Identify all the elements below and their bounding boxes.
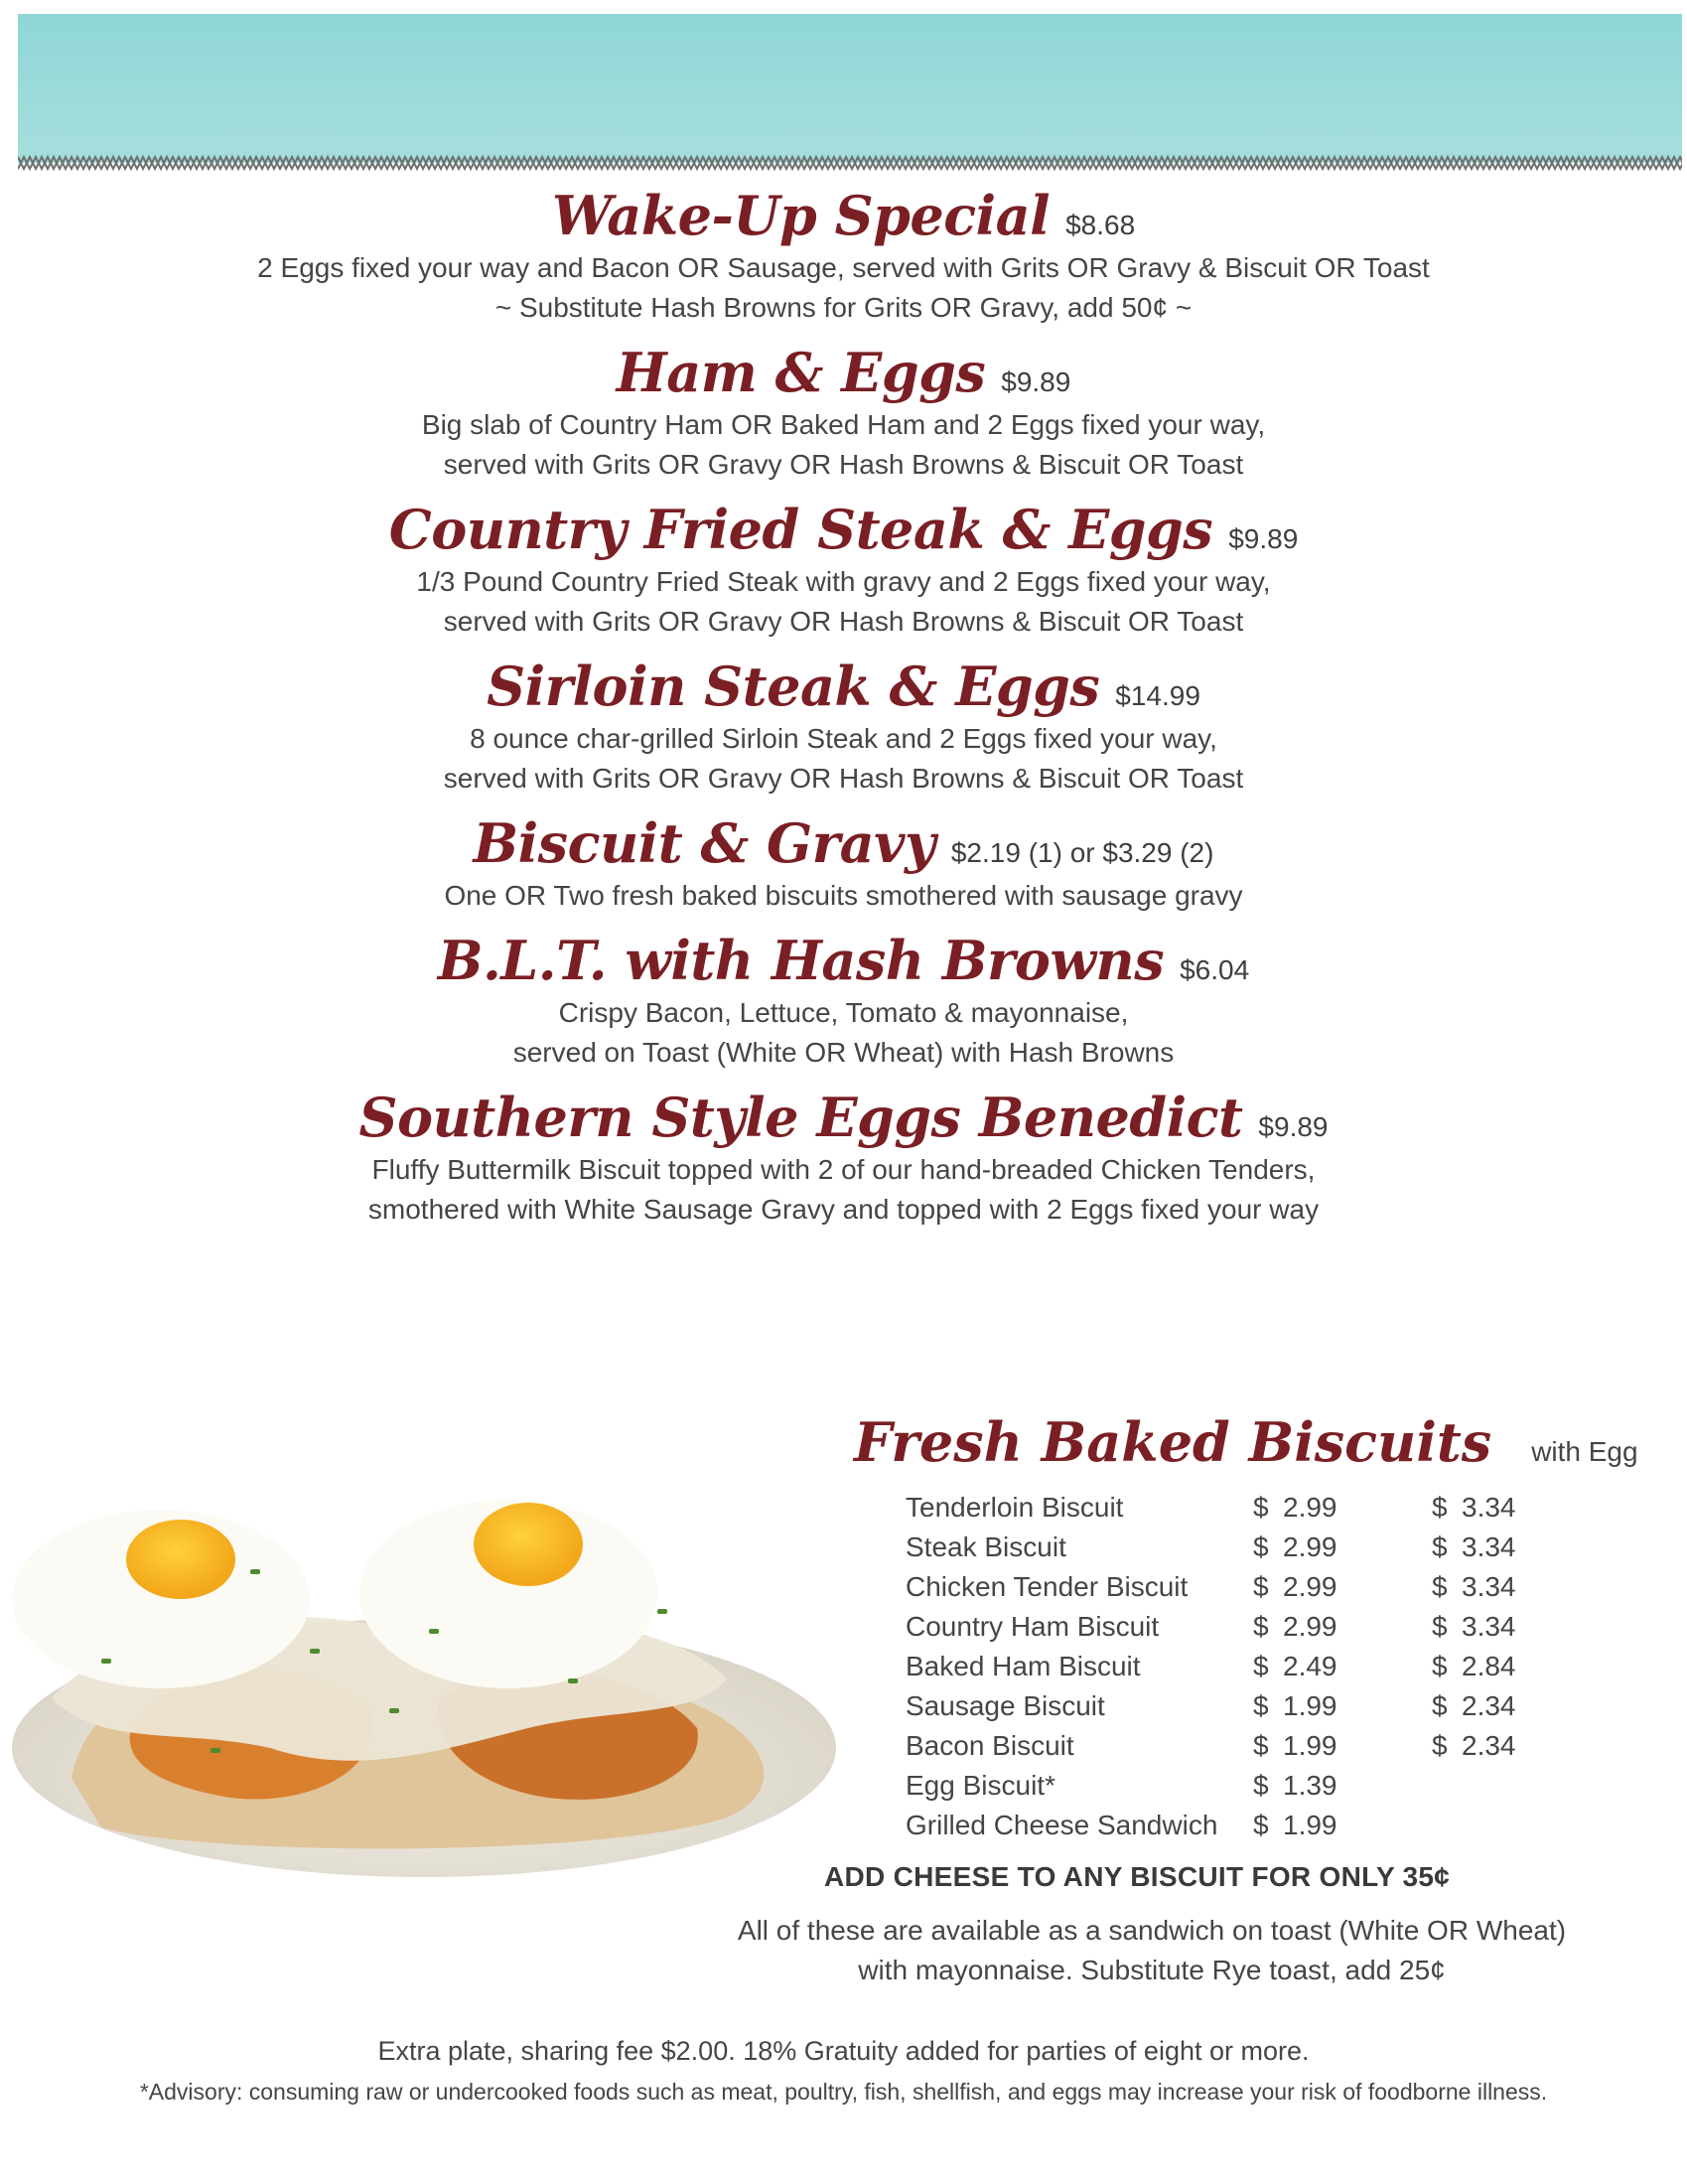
menu-item <box>0 184 1687 328</box>
food-photo <box>12 1450 836 1877</box>
zigzag-border <box>18 149 1682 177</box>
biscuit-egg-price: 2.34 <box>1462 1730 1516 1761</box>
biscuit-price: 1.99 <box>1283 1690 1337 1721</box>
biscuit-egg-price <box>1462 1766 1611 1806</box>
menu-item <box>0 1086 1687 1230</box>
item-title: B.L.T. with Hash Browns <box>437 929 1165 992</box>
item-desc-line: Fluffy Buttermilk Biscuit topped with 2 of our hand-breaded Chicken Tenders, <box>371 1154 1316 1185</box>
biscuit-egg-price: 2.34 <box>1462 1690 1516 1721</box>
currency-symbol: $ <box>1253 1611 1269 1642</box>
item-desc-line: served with Grits OR Gravy OR Hash Browns & Biscuit OR Toast <box>443 449 1244 480</box>
biscuit-price: 2.99 <box>1283 1571 1337 1602</box>
biscuit-egg-price <box>1462 1806 1611 1845</box>
item-desc-line: smothered with White Sausage Gravy and topped with 2 Eggs fixed your way <box>367 1194 1320 1225</box>
item-desc-line: One OR Two fresh baked biscuits smothered with sausage gravy <box>444 880 1243 911</box>
item-price: $8.68 <box>1065 210 1136 240</box>
currency-symbol: $ <box>1253 1770 1269 1801</box>
biscuit-price: 1.39 <box>1283 1770 1337 1801</box>
biscuit-egg-price: 2.84 <box>1462 1651 1516 1681</box>
menu-item <box>0 929 1687 1073</box>
with-egg-label: with Egg <box>1531 1436 1638 1467</box>
item-desc-line: 2 Eggs fixed your way and Bacon OR Sausage, served with Grits OR Gravy & Biscuit OR Toast <box>257 252 1430 283</box>
currency-symbol: $ <box>1432 1611 1448 1642</box>
item-price: $9.89 <box>1001 366 1071 397</box>
currency-symbol: $ <box>1253 1571 1269 1602</box>
biscuit-name: Grilled Cheese Sandwich <box>906 1810 1218 1840</box>
item-price: $14.99 <box>1115 680 1200 711</box>
biscuit-name: Bacon Biscuit <box>906 1730 1074 1761</box>
biscuit-row <box>906 1567 1611 1607</box>
currency-symbol: $ <box>1253 1690 1269 1721</box>
item-title: Sirloin Steak & Eggs <box>487 655 1100 718</box>
biscuit-name: Country Ham Biscuit <box>906 1611 1160 1642</box>
item-price: $9.89 <box>1228 523 1299 554</box>
menu-item <box>0 498 1687 642</box>
biscuit-row <box>906 1726 1611 1766</box>
currency-symbol: $ <box>1432 1651 1448 1681</box>
sharing-fee-note: Extra plate, sharing fee $2.00. 18% Gratuity added for parties of eight or more. <box>377 2036 1310 2066</box>
currency-symbol <box>1432 1766 1462 1806</box>
biscuit-row <box>906 1528 1611 1567</box>
biscuit-row <box>906 1647 1611 1686</box>
biscuit-price: 2.49 <box>1283 1651 1337 1681</box>
item-desc-line: served on Toast (White OR Wheat) with Hash Browns <box>512 1037 1175 1068</box>
currency-symbol <box>1432 1806 1462 1845</box>
biscuit-name: Egg Biscuit* <box>906 1770 1055 1801</box>
item-desc-line: 1/3 Pound Country Fried Steak with gravy and 2 Eggs fixed your way, <box>416 566 1271 597</box>
biscuit-row <box>906 1806 1611 1845</box>
biscuit-name: Steak Biscuit <box>906 1531 1066 1562</box>
item-desc-line: 8 ounce char-grilled Sirloin Steak and 2 Eggs fixed your way, <box>470 723 1217 754</box>
biscuit-price: 2.99 <box>1283 1531 1337 1562</box>
biscuit-egg-price: 3.34 <box>1462 1492 1516 1523</box>
biscuit-egg-price: 3.34 <box>1462 1571 1516 1602</box>
item-desc-line: ~ Substitute Hash Browns for Grits OR Gravy, add 50¢ ~ <box>494 292 1193 323</box>
biscuit-name: Chicken Tender Biscuit <box>906 1571 1189 1602</box>
menu-item <box>0 655 1687 799</box>
currency-symbol: $ <box>1432 1492 1448 1523</box>
currency-symbol: $ <box>1432 1690 1448 1721</box>
currency-symbol: $ <box>1253 1730 1269 1761</box>
biscuit-row <box>906 1686 1611 1726</box>
item-desc-line: Big slab of Country Ham OR Baked Ham and 2 Eggs fixed your way, <box>421 409 1266 440</box>
menu-item <box>0 341 1687 485</box>
item-price: $9.89 <box>1258 1111 1329 1142</box>
biscuit-row <box>906 1488 1611 1528</box>
item-title: Wake-Up Special <box>551 184 1051 247</box>
item-title: Ham & Eggs <box>616 341 986 404</box>
biscuit-egg-price: 3.34 <box>1462 1531 1516 1562</box>
item-desc-line: Crispy Bacon, Lettuce, Tomato & mayonnaise, <box>558 997 1129 1028</box>
currency-symbol: $ <box>1432 1571 1448 1602</box>
item-price: $6.04 <box>1180 954 1250 985</box>
biscuit-price: 2.99 <box>1283 1611 1337 1642</box>
header-banner <box>18 14 1682 163</box>
sandwich-note-line: All of these are available as a sandwich on toast (White OR Wheat) <box>737 1915 1567 1946</box>
biscuits-section <box>854 1410 1648 1845</box>
biscuit-price: 1.99 <box>1283 1810 1337 1840</box>
item-title: Southern Style Eggs Benedict <box>358 1086 1243 1149</box>
currency-symbol: $ <box>1253 1810 1269 1840</box>
biscuit-row <box>906 1607 1611 1647</box>
item-price: $2.19 (1) or $3.29 (2) <box>950 837 1214 868</box>
item-desc-line: served with Grits OR Gravy OR Hash Browns & Biscuit OR Toast <box>443 606 1244 637</box>
item-desc-line: served with Grits OR Gravy OR Hash Browns & Biscuit OR Toast <box>443 763 1244 794</box>
add-cheese-note: ADD CHEESE TO ANY BISCUIT FOR ONLY 35¢ <box>824 1861 1451 1892</box>
biscuit-name: Tenderloin Biscuit <box>906 1492 1124 1523</box>
biscuit-name: Sausage Biscuit <box>906 1690 1105 1721</box>
biscuit-row <box>906 1766 1611 1806</box>
item-title: Country Fried Steak & Eggs <box>388 498 1213 561</box>
currency-symbol: $ <box>1432 1730 1448 1761</box>
currency-symbol: $ <box>1253 1531 1269 1562</box>
currency-symbol: $ <box>1253 1492 1269 1523</box>
currency-symbol: $ <box>1253 1651 1269 1681</box>
currency-symbol: $ <box>1432 1531 1448 1562</box>
menu-list <box>0 184 1687 1230</box>
biscuit-name: Baked Ham Biscuit <box>906 1651 1141 1681</box>
sandwich-note <box>715 1911 1589 1990</box>
biscuit-price-table <box>906 1488 1611 1845</box>
biscuit-price: 1.99 <box>1283 1730 1337 1761</box>
biscuit-price: 2.99 <box>1283 1492 1337 1523</box>
biscuit-egg-price: 3.34 <box>1462 1611 1516 1642</box>
item-title: Biscuit & Gravy <box>473 811 935 875</box>
biscuits-title: Fresh Baked Biscuits <box>854 1410 1492 1474</box>
menu-item <box>0 811 1687 916</box>
advisory-note: *Advisory: consuming raw or undercooked foods such as meat, poultry, fish, shellfish, and eggs may increase your risk of foodborne illness. <box>139 2079 1548 2105</box>
sandwich-note-line: with mayonnaise. Substitute Rye toast, add 25¢ <box>858 1955 1446 1985</box>
